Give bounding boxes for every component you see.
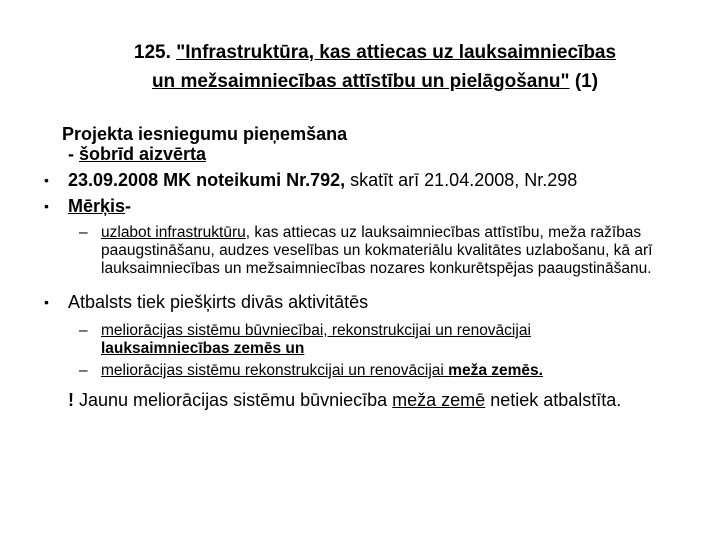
- title-link-line1[interactable]: "Infrastruktūra, kas attiecas uz lauksaimniecības: [176, 42, 617, 63]
- support-sub-item-1: [20, 322, 710, 358]
- goal-label[interactable]: Mērķis: [68, 196, 126, 216]
- note-text1: Jaunu meliorācijas sistēmu būvniecība: [74, 390, 393, 410]
- support-sub2-link[interactable]: meliorācijas sistēmu rekonstrukcijai un renovācijai: [101, 362, 449, 379]
- note-mark: !: [68, 390, 74, 410]
- regulation-bold: 23.09.2008 MK noteikumi Nr.792,: [68, 170, 346, 190]
- goal-sub-text: , kas attiecas uz lauksaimniecības attīstību, meža ražības paaugstināšanu, audzes veselības un kokmateriālu kvalitātes uzlabošanu, kā arī lauksaimniecības un mežsaimniecības nozares konkurētspējas paaugstināšanu.: [101, 224, 653, 277]
- slide-title: [40, 38, 710, 96]
- intro-line1: Projekta iesniegumu pieņemšana: [62, 124, 348, 144]
- bullet-support: [20, 292, 710, 312]
- title-link-line2[interactable]: un mežsaimniecības attīstību un pielāgošanu": [151, 71, 570, 92]
- title-number: 125.: [133, 42, 177, 63]
- goal-sub-link[interactable]: uzlabot infrastruktūru: [101, 224, 246, 241]
- support-sub-item-2: [20, 362, 710, 380]
- intro-status-link[interactable]: šobrīd aizvērta: [79, 144, 207, 164]
- note-text2: netiek atbalstīta.: [485, 390, 622, 410]
- bullet-goal: [20, 196, 710, 216]
- support-text: Atbalsts tiek piešķirts divās aktivitātēs: [68, 292, 369, 312]
- intro-block: [20, 124, 710, 164]
- regulation-rest: skatīt arī 21.04.2008, Nr.298: [345, 170, 578, 190]
- intro-dash: -: [68, 144, 79, 164]
- title-suffix: (1): [569, 71, 599, 92]
- slide-content: [20, 124, 710, 416]
- support-sub1-bold-link[interactable]: lauksaimniecības zemēs un: [101, 340, 305, 357]
- goal-sub-item: [20, 224, 710, 278]
- support-sub2-bold-link[interactable]: meža zemēs.: [448, 362, 543, 379]
- support-sub1-link[interactable]: meliorācijas sistēmu būvniecībai, rekonstrukcijai un renovācijai: [101, 322, 531, 339]
- bullet-regulation: [20, 170, 710, 190]
- goal-suffix: -: [125, 196, 132, 216]
- note-link[interactable]: meža zemē: [392, 390, 486, 410]
- note-block: [20, 390, 710, 410]
